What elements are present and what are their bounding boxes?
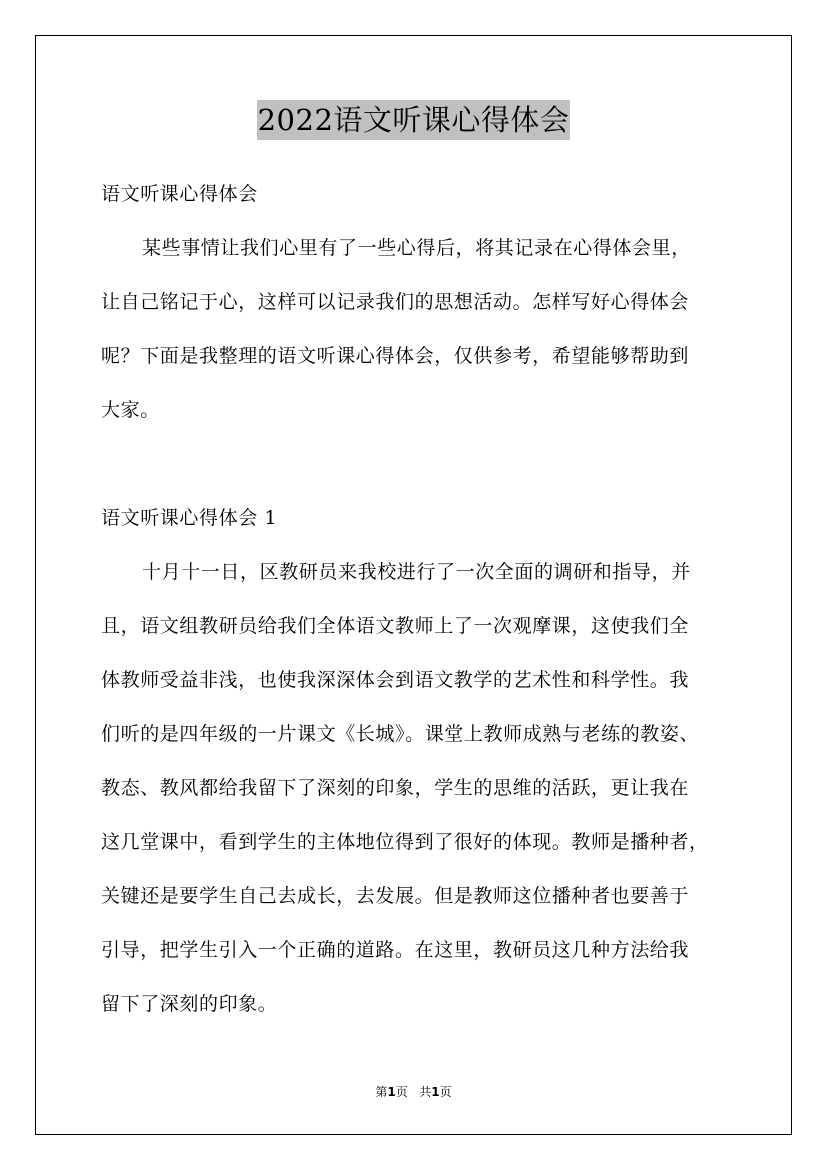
body-line: 关键还是要学生自己去成长，去发展。但是教师这位播种者也要善于 (101, 885, 690, 907)
title-container (0, 100, 827, 140)
body-line: 体教师受益非浅，也使我深深体会到语文教学的艺术性和科学性。我 (101, 669, 690, 691)
page-number: 第1页 (375, 1085, 408, 1099)
page-footer (0, 1083, 827, 1100)
section-heading: 语文听课心得体会 (101, 183, 258, 205)
intro-line: 某些事情让我们心里有了一些心得后，将其记录在心得体会里， (142, 237, 691, 259)
body-line: 且，语文组教研员给我们全体语文教师上了一次观摩课，这使我们全 (101, 615, 690, 637)
intro-line: 让自己铭记于心，这样可以记录我们的思想活动。怎样写好心得体会 (101, 291, 690, 313)
section-heading: 语文听课心得体会 1 (101, 507, 278, 529)
body-line: 们听的是四年级的一片课文《长城》。课堂上教师成熟与老练的教姿、 (101, 723, 700, 745)
body-line: 十月十一日，区教研员来我校进行了一次全面的调研和指导，并 (142, 561, 691, 583)
body-line: 引导，把学生引入一个正确的道路。在这里，教研员这几种方法给我 (101, 939, 690, 961)
body-line: 留下了深刻的印象。 (101, 993, 278, 1015)
intro-line: 大家。 (101, 399, 160, 421)
document-title: 2022语文听课心得体会 (257, 100, 571, 140)
intro-line: 呢？下面是我整理的语文听课心得体会，仅供参考，希望能够帮助到 (101, 345, 690, 367)
body-line: 这几堂课中，看到学生的主体地位得到了很好的体现。教师是播种者， (101, 831, 709, 853)
body-line: 教态、教风都给我留下了深刻的印象，学生的思维的活跃，更让我在 (101, 777, 690, 799)
page-total: 共1页 (419, 1085, 452, 1099)
